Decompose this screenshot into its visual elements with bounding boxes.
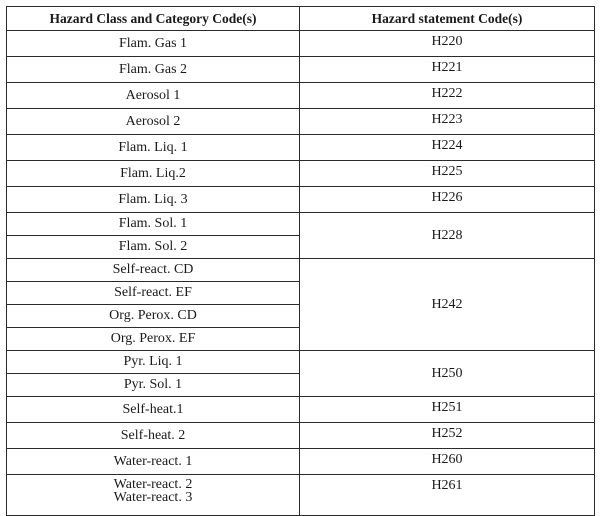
table-row <box>7 31 595 57</box>
hazard-class-cell: Aerosol 1 <box>7 83 300 109</box>
hazard-class-cell: Self-react. CD <box>7 259 300 282</box>
table-row <box>7 351 595 374</box>
hazard-class-cell: Flam. Gas 1 <box>7 31 300 57</box>
hazard-class-cell: Org. Perox. CD <box>7 305 300 328</box>
hazard-class-cell: Pyr. Liq. 1 <box>7 351 300 374</box>
statement-code-cell: H224 <box>300 135 595 161</box>
header-hazard-statement: Hazard statement Code(s) <box>300 7 595 31</box>
hazard-class-cell: Water-react. 1 <box>7 449 300 475</box>
table-row <box>7 259 595 282</box>
table-row <box>7 83 595 109</box>
hazard-class-cell: Org. Perox. EF <box>7 328 300 351</box>
hazard-class-cell: Flam. Liq.2 <box>7 161 300 187</box>
table-row <box>7 449 595 475</box>
hazard-class-cell: Flam. Gas 2 <box>7 57 300 83</box>
table-row <box>7 213 595 236</box>
table-row <box>7 57 595 83</box>
table-header-row <box>7 7 595 31</box>
statement-code-cell: H261 <box>300 475 595 516</box>
table-row <box>7 161 595 187</box>
hazard-table <box>6 6 595 516</box>
statement-code-cell: H251 <box>300 397 595 423</box>
statement-code-cell: H225 <box>300 161 595 187</box>
hazard-class-cell: Flam. Sol. 1 <box>7 213 300 236</box>
table-row <box>7 397 595 423</box>
statement-code-cell: H223 <box>300 109 595 135</box>
header-hazard-class: Hazard Class and Category Code(s) <box>7 7 300 31</box>
hazard-class-cell: Self-heat. 2 <box>7 423 300 449</box>
table-row <box>7 135 595 161</box>
hazard-class-cell: Flam. Sol. 2 <box>7 236 300 259</box>
statement-code-cell: H252 <box>300 423 595 449</box>
statement-code-cell: H221 <box>300 57 595 83</box>
statement-code-cell: H226 <box>300 187 595 213</box>
hazard-class-cell: Self-heat.1 <box>7 397 300 423</box>
table-row <box>7 423 595 449</box>
hazard-class-cell: Self-react. EF <box>7 282 300 305</box>
hazard-class-line: Water-react. 3 <box>113 490 193 505</box>
hazard-class-cell: Flam. Liq. 1 <box>7 135 300 161</box>
table-row <box>7 109 595 135</box>
statement-code-cell: H220 <box>300 31 595 57</box>
table-row <box>7 475 595 516</box>
statement-code-cell: H228 <box>300 213 595 259</box>
statement-code-cell: H222 <box>300 83 595 109</box>
hazard-class-line: Water-react. 2 <box>113 477 193 492</box>
statement-code-cell: H250 <box>300 351 595 397</box>
hazard-class-cell <box>7 475 300 516</box>
statement-code-cell: H260 <box>300 449 595 475</box>
statement-code-cell: H242 <box>300 259 595 351</box>
hazard-class-cell: Aerosol 2 <box>7 109 300 135</box>
hazard-class-cell: Pyr. Sol. 1 <box>7 374 300 397</box>
hazard-class-cell: Flam. Liq. 3 <box>7 187 300 213</box>
table-row <box>7 187 595 213</box>
